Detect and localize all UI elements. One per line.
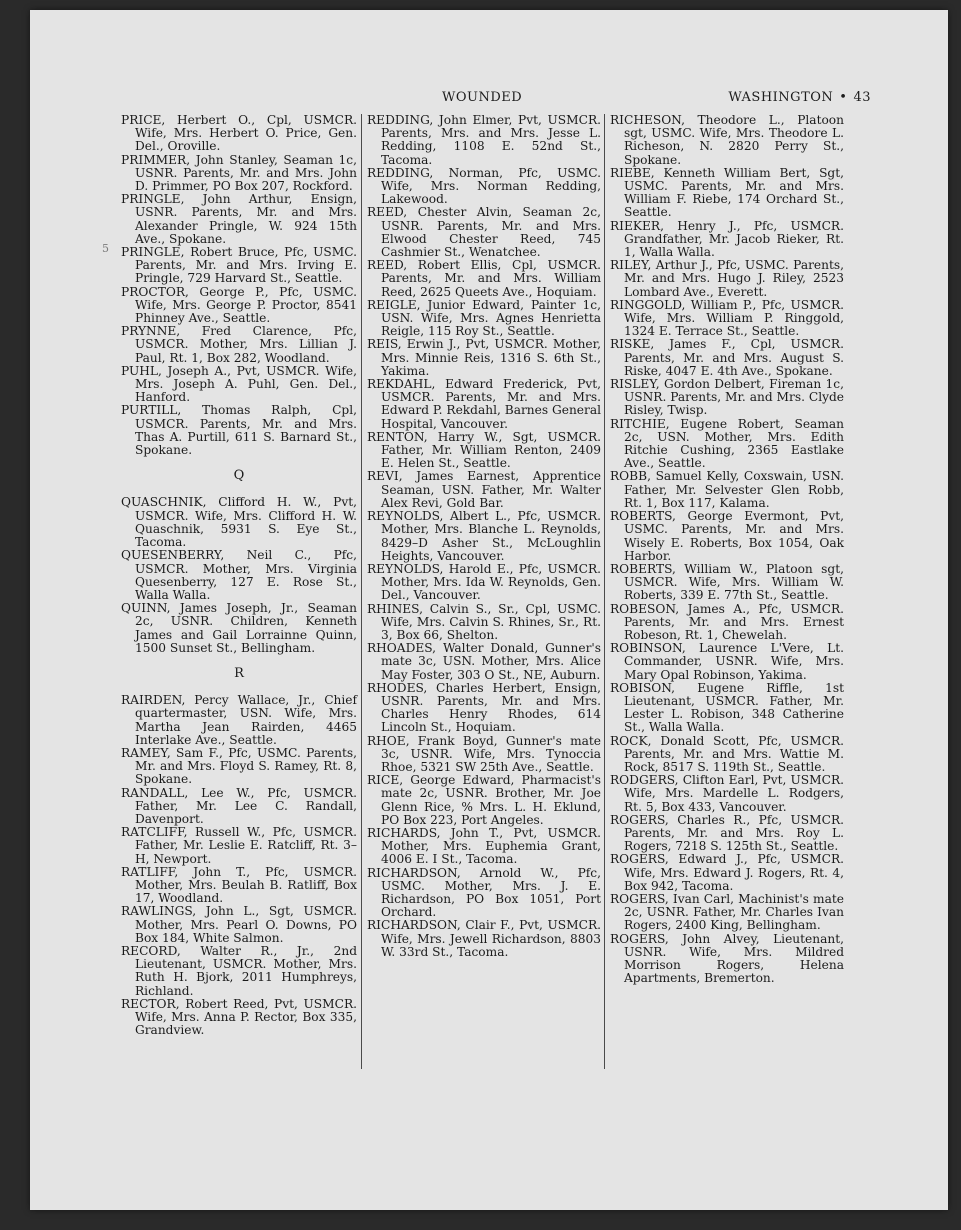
column-1 [121, 114, 357, 1037]
casualty-entry: ROGERS, Ivan Carl, Machinist's mate 2c, USNR. Father, Mr. Charles Ivan Rogers, 2400 King, Bellingham. [610, 891, 844, 933]
casualty-entry: REYNOLDS, Albert L., Pfc, USMCR. Mother, Mrs. Blanche L. Reynolds, 8429–D Asher St., McLoughlin Heights, Vancouver. [367, 509, 601, 563]
casualty-entry: PRINGLE, Robert Bruce, Pfc, USMC. Parents, Mr. and Mrs. Irving E. Pringle, 729 Harvard St., Seattle. [121, 245, 357, 286]
casualty-entry: RENTON, Harry W., Sgt, USMCR. Father, Mr. William Renton, 2409 E. Helen St., Seattle. [367, 429, 601, 471]
casualty-entry: PUHL, Joseph A., Pvt, USMCR. Wife, Mrs. Joseph A. Puhl, Gen. Del., Hanford. [121, 363, 357, 405]
casualty-entry: ROGERS, Charles R., Pfc, USMCR. Parents, Mr. and Mrs. Roy L. Rogers, 7218 S. 125th St., Seattle. [610, 812, 844, 854]
casualty-entry: RISLEY, Gordon Delbert, Fireman 1c, USNR. Parents, Mr. and Mrs. Clyde Risley, Twisp. [610, 377, 844, 418]
casualty-entry: ROBERTS, George Evermont, Pvt, USMC. Parents, Mr. and Mrs. Wisely E. Roberts, Box 1054, Oak Harbor. [610, 509, 844, 563]
casualty-entry: RHOADES, Walter Donald, Gunner's mate 3c, USN. Mother, Mrs. Alice May Foster, 303 O St., NE, Auburn. [367, 641, 601, 682]
casualty-entry: REED, Chester Alvin, Seaman 2c, USNR. Parents, Mr. and Mrs. Elwood Chester Reed, 745 Cashmier St., Wenatchee. [367, 205, 601, 260]
running-head [728, 90, 871, 105]
casualty-entry: REVI, James Earnest, Apprentice Seaman, USN. Father, Mr. Walter Alex Revi, Gold Bar. [367, 469, 601, 510]
margin-mark: 5 [102, 242, 109, 255]
casualty-entry: PROCTOR, George P., Pfc, USMC. Wife, Mrs. George P. Proctor, 8541 Phinney Ave., Seattle. [121, 284, 357, 326]
casualty-entry: ROGERS, Edward J., Pfc, USMCR. Wife, Mrs. Edward J. Rogers, Rt. 4, Box 942, Tacoma. [610, 852, 844, 893]
casualty-entry: ROBESON, James A., Pfc, USMCR. Parents, Mr. and Mrs. Ernest Robeson, Rt. 1, Chewelah. [610, 601, 844, 642]
casualty-entry: QUESENBERRY, Neil C., Pfc, USMCR. Mother, Mrs. Virginia Quesenberry, 127 E. Rose St., Walla Walla. [121, 548, 357, 602]
casualty-entry: RAIRDEN, Percy Wallace, Jr., Chief quartermaster, USN. Wife, Mrs. Martha Jean Rairden, 4465 Interlake Ave., Seattle. [121, 693, 357, 747]
casualty-entry: RILEY, Arthur J., Pfc, USMC. Parents, Mr. and Mrs. Hugo J. Riley, 2523 Lombard Ave., Everett. [610, 258, 844, 299]
casualty-entry: RICHARDSON, Arnold W., Pfc, USMC. Mother, Mrs. J. E. Richardson, PO Box 1051, Port Orchard. [367, 865, 601, 920]
casualty-entry: ROBINSON, Laurence L'Vere, Lt. Commander, USNR. Wife, Mrs. Mary Opal Robinson, Yakima. [610, 641, 844, 682]
casualty-entry: REKDAHL, Edward Frederick, Pvt, USMCR. Parents, Mr. and Mrs. Edward P. Rekdahl, Barnes General Hospital, Vancouver. [367, 377, 601, 431]
page-header [30, 90, 948, 110]
casualty-entry: RICE, George Edward, Pharmacist's mate 2c, USNR. Brother, Mr. Joe Glenn Rice, % Mrs. L. H. Eklund, PO Box 223, Port Angeles. [367, 773, 601, 827]
casualty-entry: PURTILL, Thomas Ralph, Cpl, USMCR. Parents, Mr. and Mrs. Thas A. Purtill, 611 S. Barnard St., Spokane. [121, 403, 357, 458]
three-column-body [30, 114, 948, 1114]
casualty-entry: ROBERTS, William W., Platoon sgt, USMCR. Wife, Mrs. William W. Roberts, 339 E. 77th St., Seattle. [610, 561, 844, 603]
casualty-entry: RAWLINGS, John L., Sgt, USMCR. Mother, Mrs. Pearl O. Downs, PO Box 184, White Salmon. [121, 904, 357, 945]
casualty-entry: RIEKER, Henry J., Pfc, USMCR. Grandfather, Mr. Jacob Rieker, Rt. 1, Walla Walla. [610, 218, 844, 260]
column-rule [604, 114, 605, 1069]
casualty-entry: RHINES, Calvin S., Sr., Cpl, USMC. Wife, Mrs. Calvin S. Rhines, Sr., Rt. 3, Box 66, Shelton. [367, 601, 601, 642]
separator-dot: • [839, 90, 848, 105]
casualty-entry: RATLIFF, John T., Pfc, USMCR. Mother, Mrs. Beulah B. Ratliff, Box 17, Woodland. [121, 864, 357, 906]
casualty-entry: RIEBE, Kenneth William Bert, Sgt, USMC. Parents, Mr. and Mrs. William F. Riebe, 174 Orchard St., Seattle. [610, 165, 844, 220]
casualty-entry: PRYNNE, Fred Clarence, Pfc, USMCR. Mother, Mrs. Lillian J. Paul, Rt. 1, Box 282, Woodland. [121, 324, 357, 365]
casualty-entry: RITCHIE, Eugene Robert, Seaman 2c, USN. Mother, Mrs. Edith Ritchie Cushing, 2365 Eastlake Ave., Seattle. [610, 416, 844, 471]
casualty-entry: PRINGLE, John Arthur, Ensign, USNR. Parents, Mr. and Mrs. Alexander Pringle, W. 924 15th Ave., Spokane. [121, 192, 357, 246]
casualty-entry: PRICE, Herbert O., Cpl, USMCR. Wife, Mrs. Herbert O. Price, Gen. Del., Oroville. [121, 113, 357, 154]
casualty-entry: RHOE, Frank Boyd, Gunner's mate 3c, USNR. Wife, Mrs. Tynoccia Rhoe, 5321 SW 25th Ave., Seattle. [367, 733, 601, 774]
column-3 [610, 114, 844, 985]
casualty-entry: RATCLIFF, Russell W., Pfc, USMCR. Father, Mr. Leslie E. Ratcliff, Rt. 3–H, Newport. [121, 825, 357, 866]
casualty-entry: RODGERS, Clifton Earl, Pvt, USMCR. Wife, Mrs. Mardelle L. Rodgers, Rt. 5, Box 433, Vancouver. [610, 773, 844, 814]
casualty-entry: ROBB, Samuel Kelly, Coxswain, USN. Father, Mr. Selvester Glen Robb, Rt. 1, Box 117, Kalama. [610, 469, 844, 510]
state-name: WASHINGTON [728, 90, 834, 105]
casualty-entry: REIS, Erwin J., Pvt, USMCR. Mother, Mrs. Minnie Reis, 1316 S. 6th St., Yakima. [367, 337, 601, 378]
casualty-entry: QUINN, James Joseph, Jr., Seaman 2c, USNR. Children, Kenneth James and Gail Lorrainne Quinn, 1500 Sunset St., Bellingham. [121, 601, 357, 655]
casualty-entry: RAMEY, Sam F., Pfc, USMC. Parents, Mr. and Mrs. Floyd S. Ramey, Rt. 8, Spokane. [121, 745, 357, 787]
casualty-entry: REDDING, Norman, Pfc, USMC. Wife, Mrs. Norman Redding, Lakewood. [367, 165, 601, 207]
column-rule [361, 114, 362, 1069]
alphabet-section-heading: Q [233, 468, 245, 484]
casualty-entry: QUASCHNIK, Clifford H. W., Pvt, USMCR. Wife, Mrs. Clifford H. W. Quaschnik, 5931 S. Eye St., Tacoma. [121, 495, 357, 550]
casualty-entry: RECORD, Walter R., Jr., 2nd Lieutenant, USMCR. Mother, Mrs. Ruth H. Bjork, 2011 Humphreys, Richland. [121, 943, 357, 998]
document-page [30, 10, 948, 1210]
page-number: 43 [853, 90, 871, 105]
casualty-entry: REDDING, John Elmer, Pvt, USMCR. Parents, Mrs. and Mrs. Jesse L. Redding, 1108 E. 52nd St., Tacoma. [367, 113, 601, 167]
casualty-entry: REED, Robert Ellis, Cpl, USMCR. Parents, Mr. and Mrs. William Reed, 2625 Queets Ave., Hoquiam. [367, 258, 601, 299]
casualty-entry: REYNOLDS, Harold E., Pfc, USMCR. Mother, Mrs. Ida W. Reynolds, Gen. Del., Vancouver. [367, 561, 601, 603]
casualty-entry: ROGERS, John Alvey, Lieutenant, USNR. Wife, Mrs. Mildred Morrison Rogers, Helena Apartments, Bremerton. [610, 931, 844, 986]
casualty-entry: RECTOR, Robert Reed, Pvt, USMCR. Wife, Mrs. Anna P. Rector, Box 335, Grandview. [121, 996, 357, 1038]
section-title: WOUNDED [442, 90, 523, 105]
alphabet-section-heading: R [234, 665, 244, 681]
column-2 [367, 114, 601, 959]
casualty-entry: RICHESON, Theodore L., Platoon sgt, USMC. Wife, Mrs. Theodore L. Richeson, N. 2820 Perry St., Spokane. [610, 113, 844, 167]
casualty-entry: REIGLE, Junior Edward, Painter 1c, USN. Wife, Mrs. Agnes Henrietta Reigle, 115 Roy St., Seattle. [367, 297, 601, 339]
casualty-entry: RINGGOLD, William P., Pfc, USMCR. Wife, Mrs. William P. Ringgold, 1324 E. Terrace St., Seattle. [610, 297, 844, 339]
casualty-entry: ROBISON, Eugene Riffle, 1st Lieutenant, USMCR. Father, Mr. Lester L. Robison, 348 Catherine St., Walla Walla. [610, 680, 844, 735]
casualty-entry: RISKE, James F., Cpl, USMCR. Parents, Mr. and Mrs. August S. Riske, 4047 E. 4th Ave., Spokane. [610, 337, 844, 378]
casualty-entry: ROCK, Donald Scott, Pfc, USMCR. Parents, Mr. and Mrs. Wattie M. Rock, 8517 S. 119th St., Seattle. [610, 733, 844, 774]
casualty-entry: RICHARDSON, Clair F., Pvt, USMCR. Wife, Mrs. Jewell Richardson, 8803 W. 33rd St., Tacoma. [367, 918, 601, 959]
casualty-entry: PRIMMER, John Stanley, Seaman 1c, USNR. Parents, Mr. and Mrs. John D. Primmer, PO Box 207, Rockford. [121, 152, 357, 194]
casualty-entry: RANDALL, Lee W., Pfc, USMCR. Father, Mr. Lee C. Randall, Davenport. [121, 785, 357, 826]
casualty-entry: RHODES, Charles Herbert, Ensign, USNR. Parents, Mr. and Mrs. Charles Henry Rhodes, 614 Lincoln St., Hoquiam. [367, 680, 601, 735]
casualty-entry: RICHARDS, John T., Pvt, USMCR. Mother, Mrs. Euphemia Grant, 4006 E. I St., Tacoma. [367, 825, 601, 867]
